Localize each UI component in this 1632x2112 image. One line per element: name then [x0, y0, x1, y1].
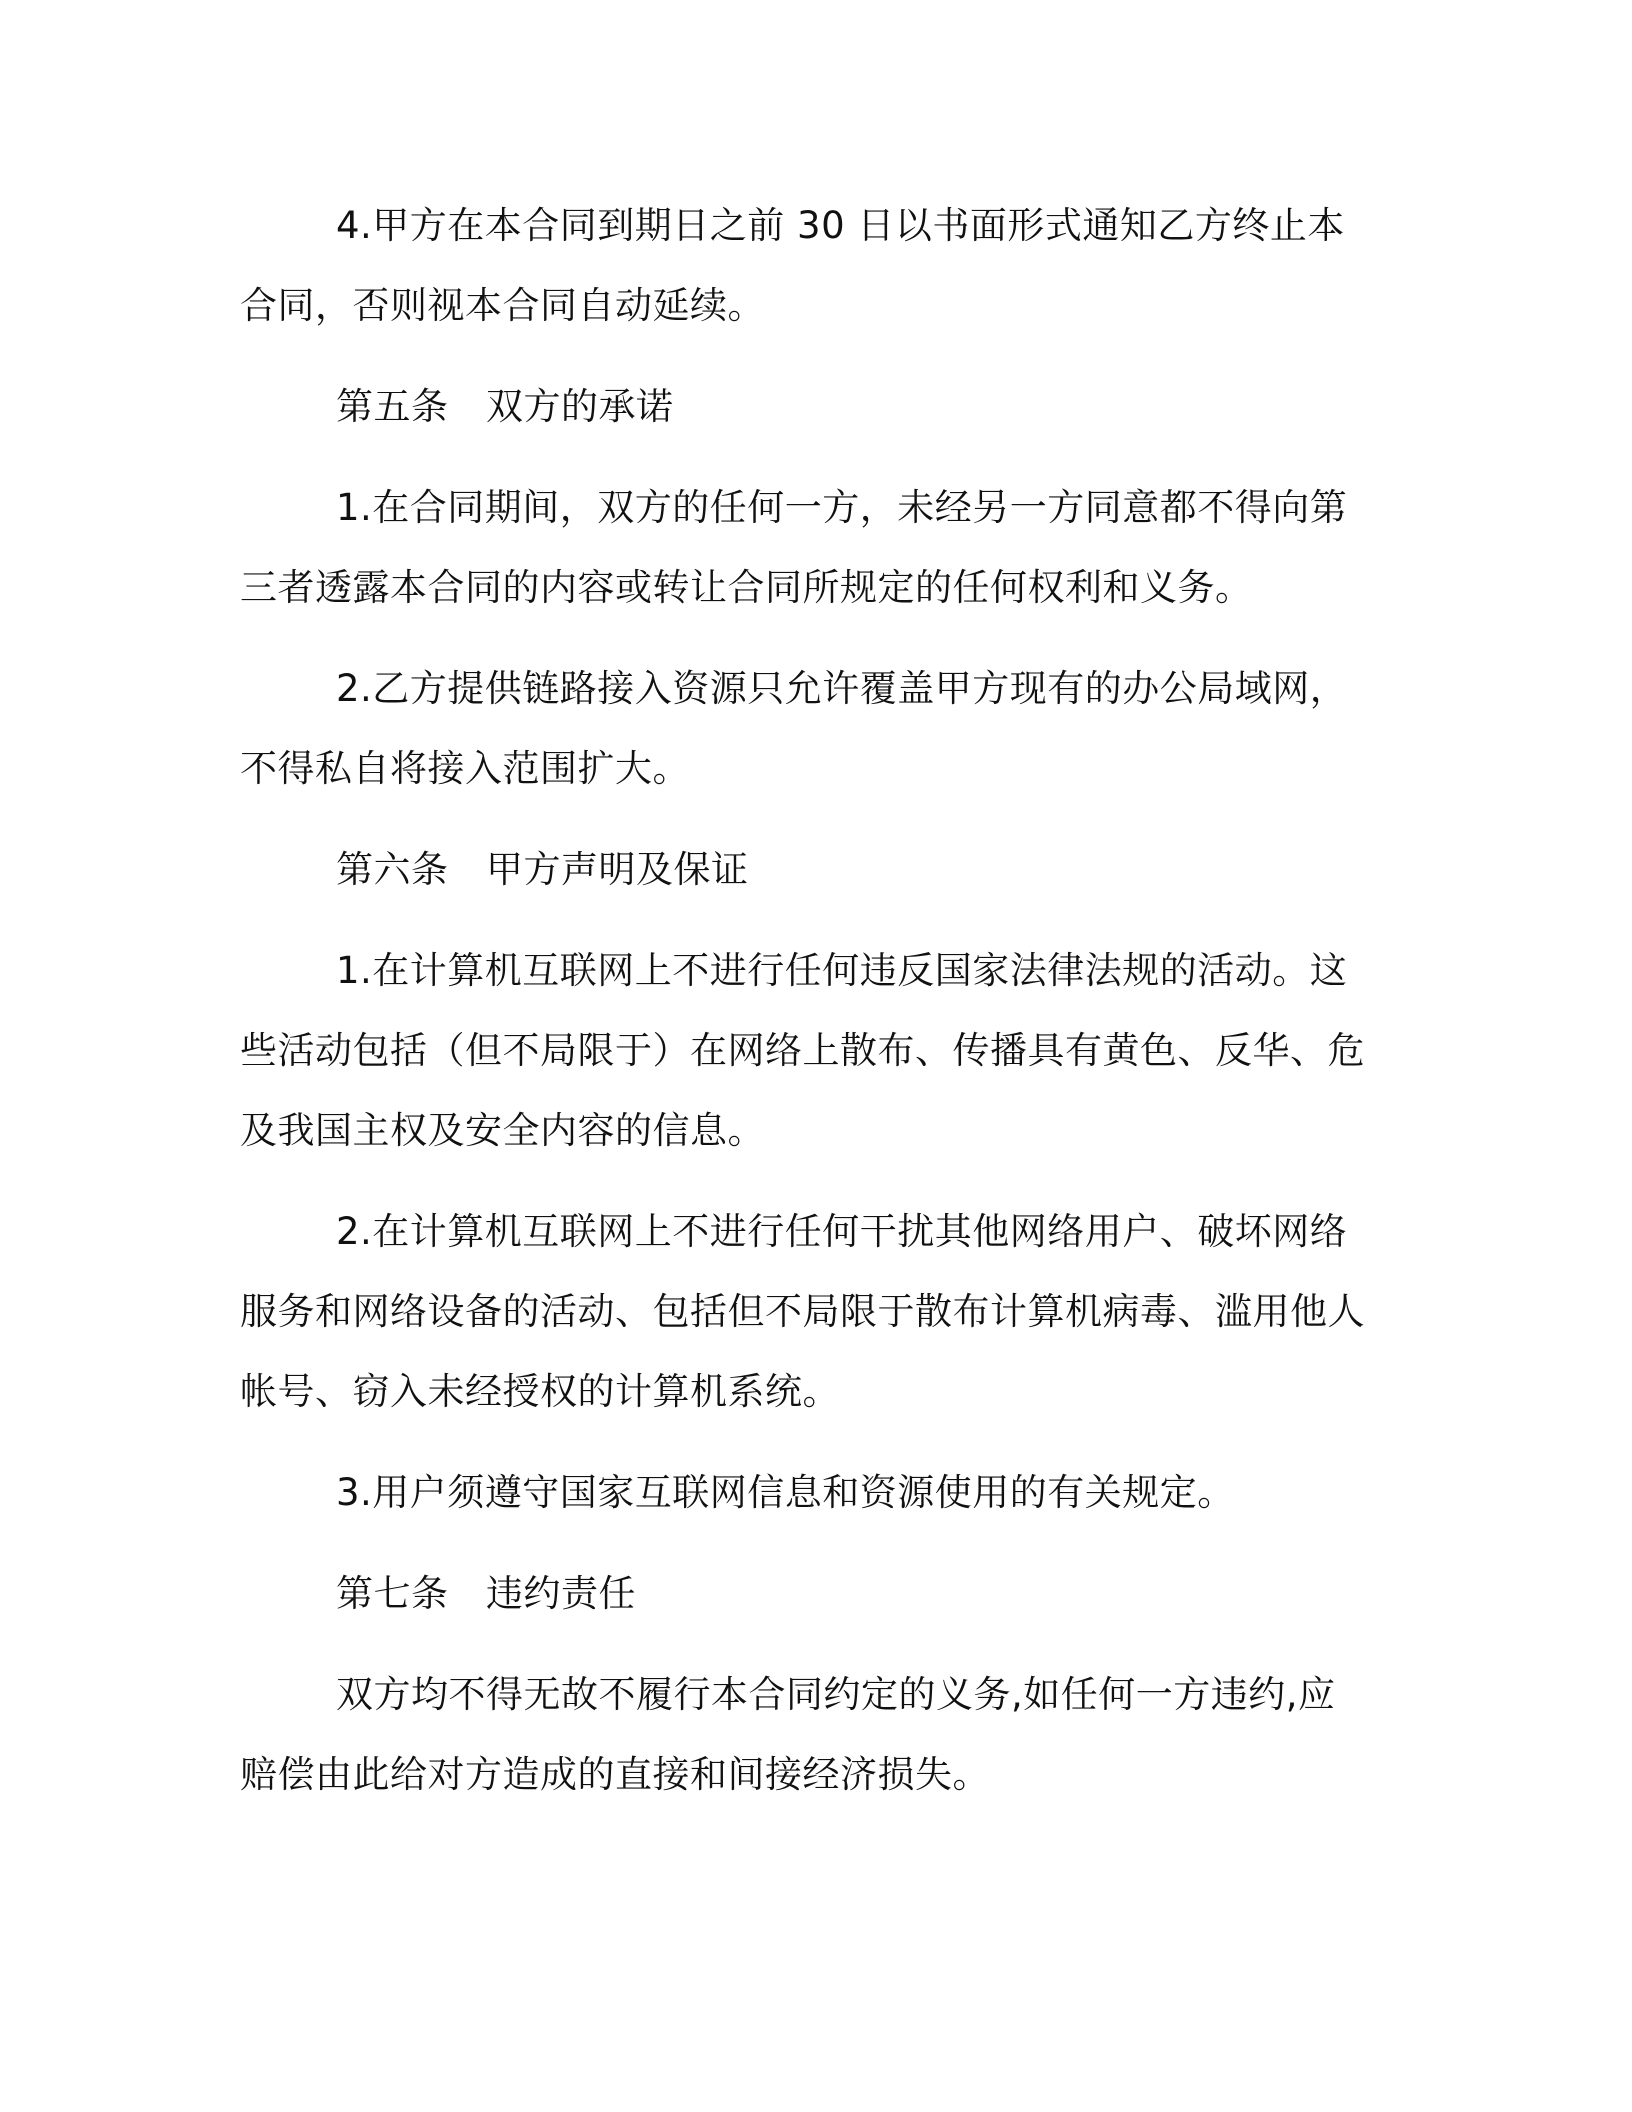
clause-5-1-confidentiality: 1.在合同期间，双方的任何一方，未经另一方同意都不得向第三者透露本合同的内容或转让合同所规定的任何权利和义务。	[240, 486, 1348, 609]
document-body	[240, 186, 1370, 1836]
article-6-heading: 第六条 甲方声明及保证	[336, 848, 749, 891]
clause-4-termination-notice: 4.甲方在本合同到期日之前 30 日以书面形式通知乙方终止本合同，否则视本合同自动延续。	[240, 204, 1345, 327]
article-7-liability-text: 双方均不得无故不履行本合同约定的义务,如任何一方违约,应赔偿由此给对方造成的直接和间接经济损失。	[240, 1673, 1336, 1796]
clause-6-1-lawful-use: 1.在计算机互联网上不进行任何违反国家法律法规的活动。这些活动包括（但不局限于）在网络上散布、传播具有黄色、反华、危及我国主权及安全内容的信息。	[240, 949, 1365, 1152]
clause-6-3-compliance: 3.用户须遵守国家互联网信息和资源使用的有关规定。	[336, 1471, 1235, 1514]
clause-6-2-no-interference: 2.在计算机互联网上不进行任何干扰其他网络用户、破坏网络服务和网络设备的活动、包括但不局限于散布计算机病毒、滥用他人帐号、窃入未经授权的计算机系统。	[240, 1210, 1365, 1413]
clause-5-2-access-scope: 2.乙方提供链路接入资源只允许覆盖甲方现有的办公局域网，不得私自将接入范围扩大。	[240, 667, 1348, 790]
article-7-heading: 第七条 违约责任	[336, 1572, 636, 1615]
article-5-heading: 第五条 双方的承诺	[336, 385, 674, 428]
